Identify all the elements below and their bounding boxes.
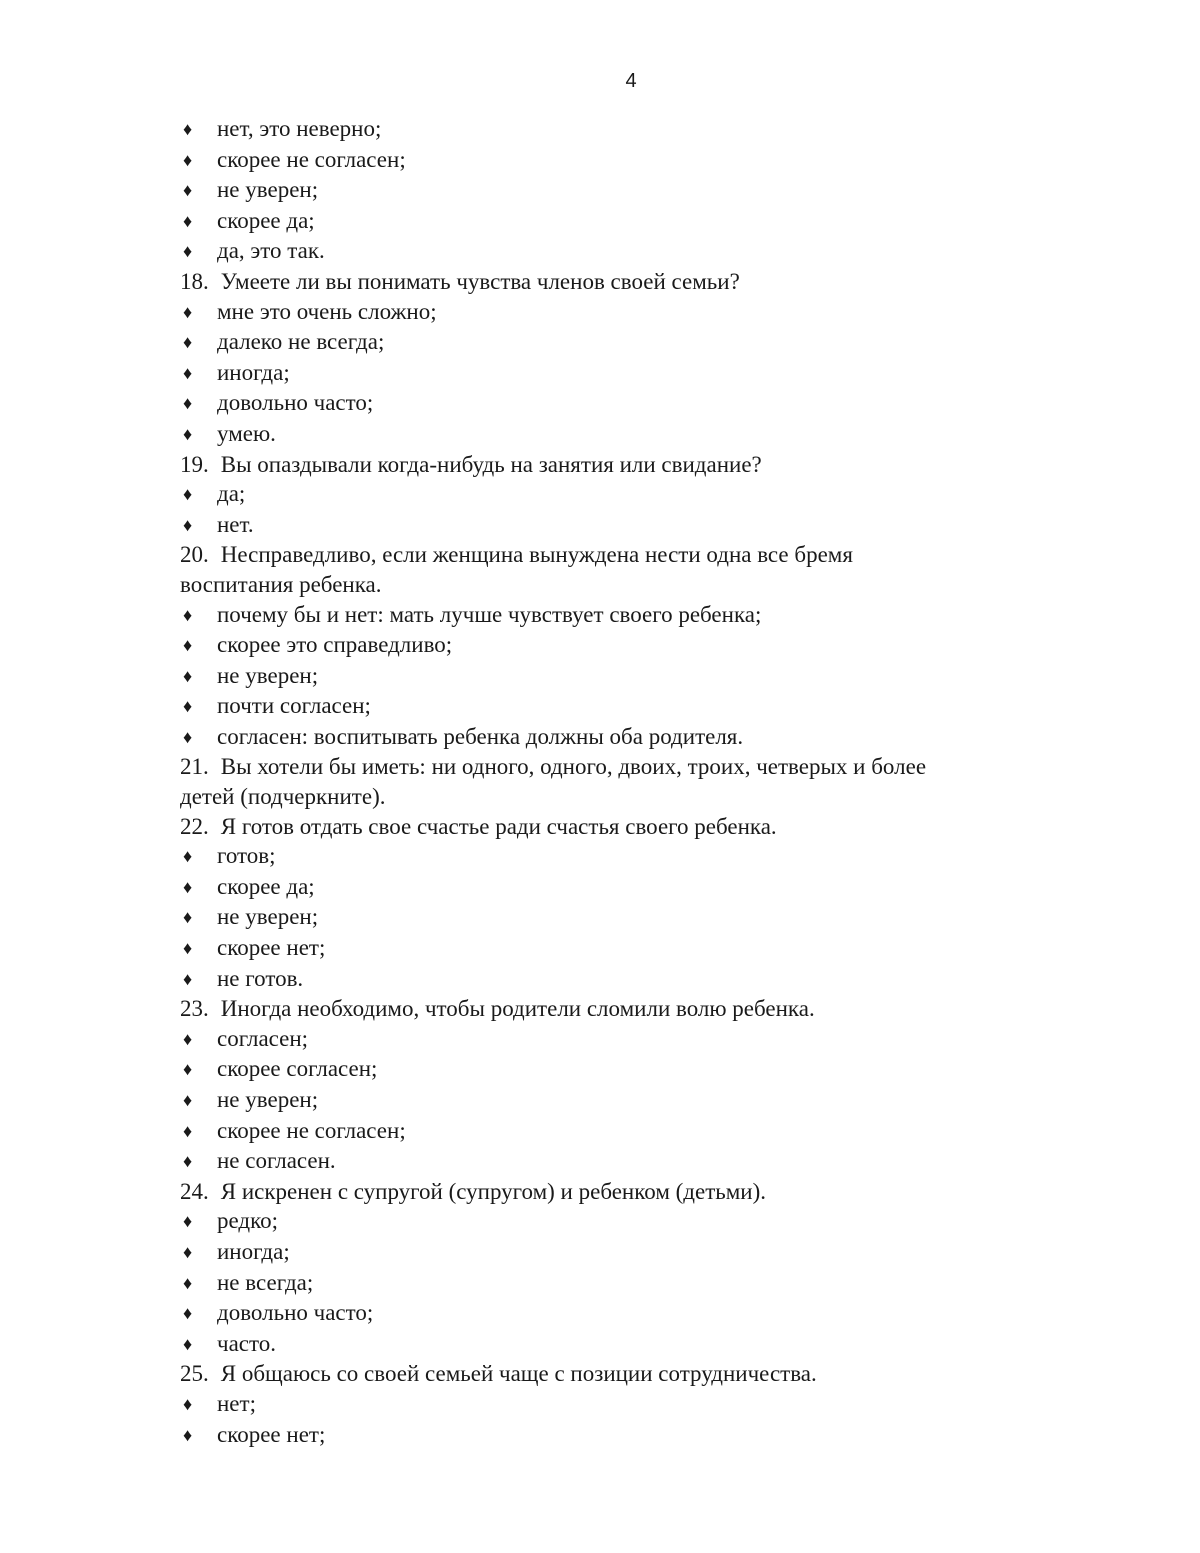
answer-option-text: согласен: воспитывать ребенка должны оба родителя. <box>217 723 744 749</box>
question-text: Вы хотели бы иметь: ни одного, одного, двоих, троих, четверых и более <box>220 754 927 780</box>
diamond-bullet-icon: ♦ <box>183 604 193 625</box>
question-text: Иногда необходимо, чтобы родители сломили волю ребенка. <box>220 996 815 1022</box>
answer-option <box>180 841 1040 872</box>
answer-option-text: не согласен. <box>217 1148 336 1174</box>
answer-option-text: скорее не согласен; <box>217 1117 406 1143</box>
answer-option-text: скорее согласен; <box>217 1056 378 1082</box>
answer-option <box>180 1329 1040 1360</box>
page-number: 4 <box>625 70 637 92</box>
question-text: Несправедливо, если женщина вынуждена нести одна все бремя <box>220 542 853 568</box>
answer-option <box>180 661 1040 692</box>
answer-option <box>180 114 1040 145</box>
diamond-bullet-icon: ♦ <box>183 1241 193 1262</box>
question-number: 20. <box>180 542 209 568</box>
answer-option-text: редко; <box>217 1208 279 1234</box>
answer-option-text: часто. <box>217 1330 276 1356</box>
diamond-bullet-icon: ♦ <box>183 938 193 959</box>
question-number: 22. <box>180 813 209 839</box>
answer-option-text: почти согласен; <box>217 693 371 719</box>
answer-option-text: иногда; <box>217 359 290 385</box>
diamond-bullet-icon: ♦ <box>183 1028 193 1049</box>
diamond-bullet-icon: ♦ <box>183 1151 193 1172</box>
answer-option <box>180 1389 1040 1420</box>
question-number: 25. <box>180 1361 209 1387</box>
answer-option-text: не уверен; <box>217 177 319 203</box>
diamond-bullet-icon: ♦ <box>183 362 193 383</box>
question-19 <box>180 450 1040 480</box>
answer-option <box>180 964 1040 995</box>
question-number: 24. <box>180 1178 209 1204</box>
answer-option <box>180 1116 1040 1147</box>
question-25 <box>180 1359 1040 1389</box>
answer-option <box>180 145 1040 176</box>
question-text-continuation: воспитания ребенка. <box>180 571 382 597</box>
answer-option <box>180 1146 1040 1177</box>
question-number: 21. <box>180 754 209 780</box>
question-number: 23. <box>180 996 209 1022</box>
answer-option <box>180 872 1040 903</box>
question-text: Я общаюсь со своей семьей чаще с позиции сотрудничества. <box>220 1361 817 1387</box>
question-text: Я готов отдать свое счастье ради счастья своего ребенка. <box>220 813 777 839</box>
answer-option <box>180 479 1040 510</box>
answer-option-text: согласен; <box>217 1025 309 1051</box>
answer-option-text: почему бы и нет: мать лучше чувствует своего ребенка; <box>217 601 762 627</box>
answer-option-text: нет, это неверно; <box>217 116 382 141</box>
diamond-bullet-icon: ♦ <box>183 1303 193 1324</box>
answer-option-text: мне это очень сложно; <box>217 298 437 324</box>
diamond-bullet-icon: ♦ <box>183 301 193 322</box>
answer-option <box>180 1054 1040 1085</box>
answer-option-text: скорее да; <box>217 873 315 899</box>
diamond-bullet-icon: ♦ <box>183 1424 193 1445</box>
diamond-bullet-icon: ♦ <box>183 423 193 444</box>
question-21 <box>180 752 1040 782</box>
answer-option-text: далеко не всегда; <box>217 329 385 355</box>
diamond-bullet-icon: ♦ <box>183 907 193 928</box>
questionnaire-body <box>180 114 1040 1450</box>
answer-option <box>180 510 1040 541</box>
answer-option-text: нет; <box>217 1390 256 1416</box>
question-20 <box>180 540 1040 570</box>
answer-option-text: скорее нет; <box>217 935 326 961</box>
answer-option-text: не готов. <box>217 965 304 991</box>
diamond-bullet-icon: ♦ <box>183 1272 193 1293</box>
diamond-bullet-icon: ♦ <box>183 119 193 139</box>
diamond-bullet-icon: ♦ <box>183 484 193 505</box>
diamond-bullet-icon: ♦ <box>183 846 193 867</box>
answer-option-text: довольно часто; <box>217 1300 374 1326</box>
answer-option <box>180 722 1040 753</box>
answer-option <box>180 358 1040 389</box>
diamond-bullet-icon: ♦ <box>183 393 193 414</box>
diamond-bullet-icon: ♦ <box>183 241 193 262</box>
question-text: Я искренен с супругой (супругом) и ребенком (детьми). <box>220 1178 767 1204</box>
answer-option <box>180 1206 1040 1237</box>
diamond-bullet-icon: ♦ <box>183 696 193 717</box>
answer-option <box>180 630 1040 661</box>
diamond-bullet-icon: ♦ <box>183 180 193 201</box>
answer-option <box>180 1268 1040 1299</box>
answer-option <box>180 327 1040 358</box>
answer-option-text: не всегда; <box>217 1269 314 1295</box>
diamond-bullet-icon: ♦ <box>183 1333 193 1354</box>
answer-option <box>180 206 1040 237</box>
question-number: 18. <box>180 268 209 294</box>
answer-option-text: довольно часто; <box>217 390 374 416</box>
answer-option-text: иногда; <box>217 1238 290 1264</box>
diamond-bullet-icon: ♦ <box>183 514 193 535</box>
diamond-bullet-icon: ♦ <box>183 876 193 897</box>
answer-option <box>180 388 1040 419</box>
question-22 <box>180 812 1040 842</box>
answer-option <box>180 933 1040 964</box>
answer-option <box>180 691 1040 722</box>
answer-option-text: не уверен; <box>217 662 319 688</box>
diamond-bullet-icon: ♦ <box>183 1059 193 1080</box>
question-text-continuation: детей (подчеркните). <box>180 784 386 810</box>
diamond-bullet-icon: ♦ <box>183 1393 193 1414</box>
question-23 <box>180 994 1040 1024</box>
question-24 <box>180 1177 1040 1207</box>
answer-option-text: да, это так. <box>217 238 325 264</box>
answer-option <box>180 600 1040 631</box>
answer-option <box>180 297 1040 328</box>
answer-option <box>180 419 1040 450</box>
diamond-bullet-icon: ♦ <box>183 149 193 170</box>
answer-option-text: не уверен; <box>217 904 319 930</box>
diamond-bullet-icon: ♦ <box>183 1090 193 1110</box>
answer-option-text: готов; <box>217 843 276 869</box>
question-text: Умеете ли вы понимать чувства членов своей семьи? <box>220 268 740 294</box>
answer-option-text: да; <box>217 481 246 507</box>
diamond-bullet-icon: ♦ <box>183 210 193 231</box>
answer-option-text: скорее это справедливо; <box>217 632 453 658</box>
diamond-bullet-icon: ♦ <box>183 1211 193 1232</box>
answer-option <box>180 175 1040 206</box>
diamond-bullet-icon: ♦ <box>183 968 193 989</box>
answer-option-text: нет. <box>217 511 254 537</box>
answer-option <box>180 1420 1040 1451</box>
answer-option <box>180 1298 1040 1329</box>
diamond-bullet-icon: ♦ <box>183 665 193 686</box>
diamond-bullet-icon: ♦ <box>183 1120 193 1141</box>
question-number: 19. <box>180 451 209 477</box>
answer-option <box>180 902 1040 933</box>
diamond-bullet-icon: ♦ <box>183 726 193 747</box>
answer-option-text: скорее не согласен; <box>217 146 406 172</box>
diamond-bullet-icon: ♦ <box>183 332 193 353</box>
answer-option <box>180 1237 1040 1268</box>
question-text: Вы опаздывали когда-нибудь на занятия или свидание? <box>220 451 762 477</box>
question-18 <box>180 267 1040 297</box>
answer-option <box>180 1085 1040 1116</box>
diamond-bullet-icon: ♦ <box>183 635 193 656</box>
answer-option-text: скорее нет; <box>217 1421 326 1447</box>
answer-option-text: скорее да; <box>217 207 315 233</box>
answer-option-text: не уверен; <box>217 1087 319 1112</box>
answer-option-text: умею. <box>217 420 276 446</box>
answer-option <box>180 1024 1040 1055</box>
answer-option <box>180 236 1040 267</box>
